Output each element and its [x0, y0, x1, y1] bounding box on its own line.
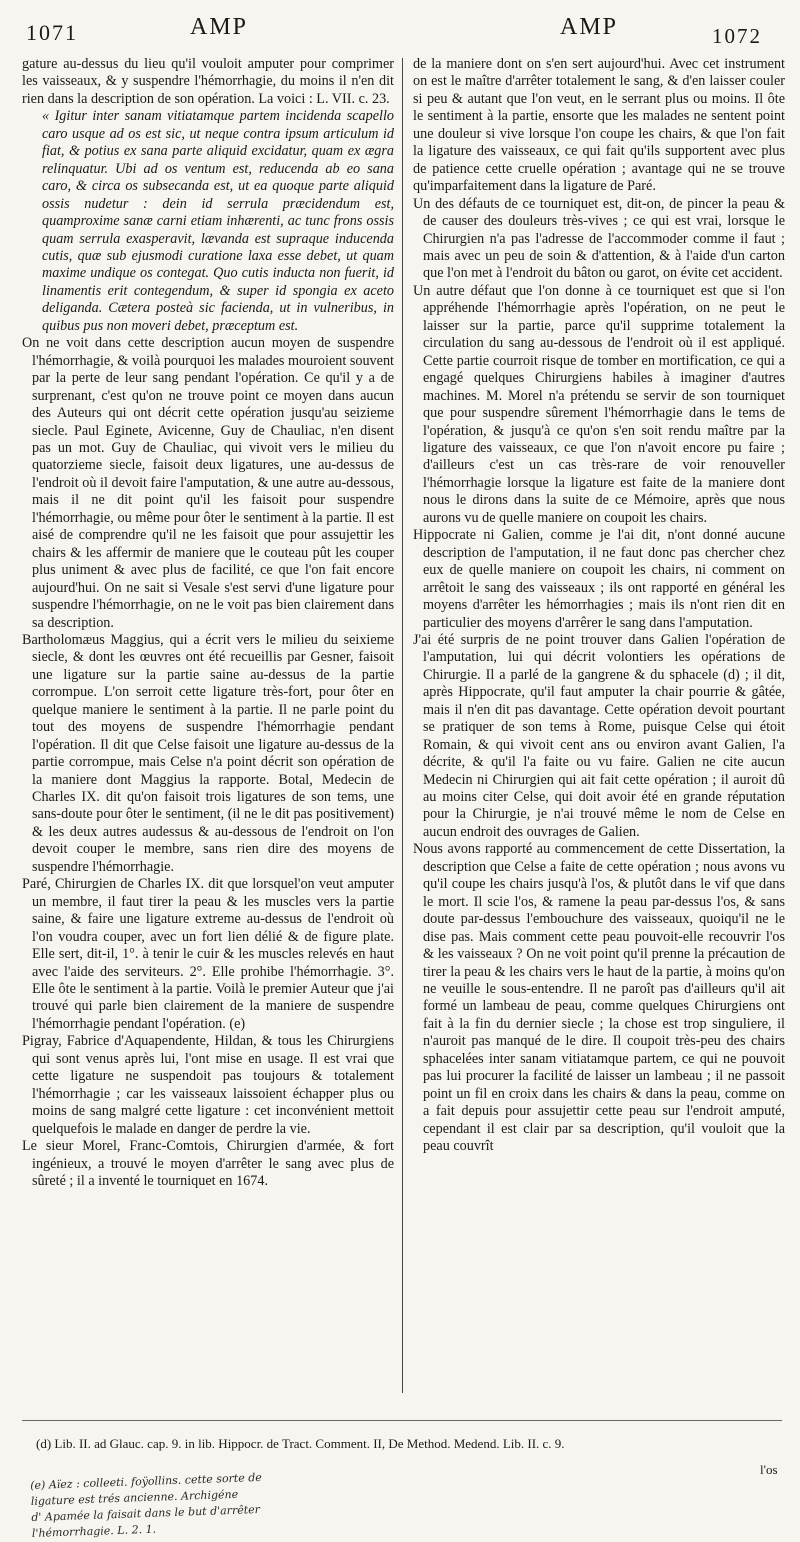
latin-quotation: « Igitur inter sanam vitiatamque partem incidenda scapello caro usque ad os est sic, ut neque contra ipsum articulum id fiat, & potius ex sana parte aliquid excidatur, quam ex ægra relinquatur. Ubi ad os ventum est, reducenda ab eo sana caro, & circa os subsecanda est, ut ea quoque parte aliquid ossis nudetur : dein id serrula præcidendum est, quamproxime sanæ carni etiam inhærenti, ac tunc frons ossis quam serrula exasperavit, lævanda est supraque inducenda cutis, quæ sub ejusmodi curatione laxa esse debet, ut quam maxime undique os contegat. Quo cutis inducta non fuerit, id linamentis erit contegendum, & super id spongia ex aceto deliganda. Cætera posteà sic facienda, ut in vulneribus, in quibus pus non moveri debet, præceptum est. [42, 108, 394, 334]
paragraph-maggius: Bartholomæus Maggius, qui a écrit vers le milieu du seixieme siecle, & dont les œuvres ont été recueillis par Gesner, faisoit une ligature sur la partie saine au-dessus de la partie corrompue. L'on serroit cette ligature très-fort, pour ôter en quelque maniere le sentiment à la partie. Il ne parle point du tout des moyens de suspendre l'hémorrhagie pendant l'opération. Il dit que Celse faisoit une ligature au-dessus de la partie corrompue, mais Celse n'a point décrit son opération de la maniere dont Maggius la rapporte. Botal, Medecin de Charles IX. dit qu'on faisoit trois ligatures de son tems, une sans-doute pour ôter le sentiment, (il ne le dit pas positivement) & les deux autres audessus & au-dessous de l'endroit on l'on devoit couper le membre, sans rien dire des moyens de suspendre l'hémorrhagie. [22, 631, 394, 875]
paragraph-no-means: On ne voit dans cette description aucun moyen de suspendre l'hémorrhagie, & voilà pourquoi les malades mouroient souvent par la perte de leur sang pendant l'opération. Ce qu'il y a de surprenant, c'est qu'on ne trouve point ce moyen dans aucun des Auteurs qui ont décrit cette opération jusqu'au seizieme siecle. Paul Eginete, Avicenne, Guy de Chauliac, n'en disent pas un mot. Guy de Chauliac, qui vivoit vers le milieu du quatorzieme siecle, faisoit deux ligatures, une au-dessus de l'endroit où il devoit faire l'amputation, & une autre au-dessous, mais il ne dit point qu'il les faisoit pour suspendre l'hémorrhagie, ou même pour ôter le sentiment à la partie. Il est aisé de comprendre qu'il ne les faisoit que pour assujettir les chairs & les affermir de maniere que le couteau pût les couper plus uniment & avec plus de facilité, ce que l'on fait encore aujourd'hui. On ne sait si Vesale s'est servi d'une ligature pour suspendre l'hémorrhagie, on ne le voit pas bien clairement dans sa description. [22, 335, 394, 631]
footnote-d: (d) Lib. II. ad Glauc. cap. 9. in lib. Hippocr. de Tract. Comment. II, De Method. Medend. Lib. II. c. 9. [36, 1436, 565, 1451]
paragraph-galien: J'ai été surpris de ne point trouver dans Galien l'opération de l'amputation, lui qui décrit volontiers les opérations de Chirurgie. Il a parlé de la gangrene & du sphacele (d) ; il dit, après Hippocrate, qu'il faut amputer la chair pourrie & gâtée, mais il n'en dit pas davantage. Cette opération devoit pourtant se pratiquer de son tems à Rome, puisque Celse qui étoit Romain, & qui vivoit cent ans ou environ avant Galien, l'a décrite, & qu'il l'a faite ou vu faire. Galien ne cite aucun Medecin ni Chirurgien qui ait fait cette opération ; il auroit dû au moins citer Celse, qui doit avoir été en grande réputation pour la Chirurgie, je n'ai trouvé même le nom de Celse en aucun endroit des ouvrages de Galien. [413, 631, 785, 840]
left-page-number: 1071 [26, 20, 78, 45]
paragraph-defaut-one: Un des défauts de ce tourniquet est, dit-on, de pincer la peau & de causer des douleurs très-vives ; ce qui est vrai, lorsque le Chirurgien n'a pas l'adresse de l'accommoder comme il faut ; mais avec un peu de soin & d'attention, & à l'aide d'un carton que l'on met à l'endroit du bâton ou garot, on évite cet accident. [413, 195, 785, 282]
column-divider [402, 58, 403, 1393]
right-page-number: 1072 [712, 24, 762, 48]
paragraph-celse-intro: gature au-dessus du lieu qu'il vouloit amputer pour comprimer les vaisseaux, & y suspendre l'hémorrhagie, du moins il n'en dit rien dans la description de son opération. La voici : L. VII. c. 23. [22, 56, 394, 107]
right-column [413, 56, 785, 1396]
left-running-head: AMP [190, 14, 249, 40]
left-column [22, 56, 394, 1396]
handwritten-annotation [30, 1460, 552, 1542]
handwritten-line: l'hémorrhagie. L. 2. 1. [31, 1522, 157, 1540]
paragraph-pare: Paré, Chirurgien de Charles IX. dit que lorsquel'on veut amputer un membre, il faut tirer la peau & les muscles vers la partie saine, & faire une ligature extreme au-dessus de l'endroit où l'on voudra couper, avec un fort lien délié & de figure plate. Elle sert, dit-il, 1°. à tenir le cuir & les muscles relevés en haut avec l'aide des serviteurs. 2°. Elle prohibe l'hémorrhagie. 3°. Elle ôte le sentiment à la partie. Voilà le premier Auteur que j'ai trouvé qui parle bien clairement de la maniere de suspendre l'hémorrhagie pendant l'opération. (e) [22, 876, 394, 1032]
paragraph-morel: Le sieur Morel, Franc-Comtois, Chirurgien d'armée, & fort ingénieux, a trouvé le moyen d'arrêter le sang avec plus de sûreté ; il a inventé le tourniquet en 1674. [22, 1138, 394, 1189]
paragraph-hippocrate: Hippocrate ni Galien, comme je l'ai dit, n'ont donné aucune description de l'amputation, il ne faut donc pas chercher chez eux de quelle maniere on coupoit les chairs, ni comment on arrêtoit le sang des vaisseaux ; ils ont rapporté en général les moyens d'arrêter les hémorrhagies ; mais ils n'ont rien dit en particulier des moyens d'arrêrer le sang dans l'amputation. [413, 527, 785, 631]
handwritten-line: (e) Aïez : colleeti. foÿollins. cette sorte de [30, 1470, 263, 1492]
handwritten-line: ligature est trés ancienne. Archigéne [30, 1487, 239, 1508]
catchword: l'os [760, 1462, 778, 1477]
paragraph-pigray: Pigray, Fabrice d'Aquapendente, Hildan, & tous les Chirurgiens qui sont venus après lui, l'ont mise en usage. Il est vrai que cette ligature ne suspendoit pas toujours & totalement l'hémorrhagie ; car les vaisseaux laissoient échapper plus ou moins de sang malgré cette ligature : cet inconvénient mettoit quelquefois le malade en danger de perdre la vie. [22, 1033, 394, 1137]
handwritten-line: d' Apamée la faisait dans le but d'arrêter [31, 1502, 261, 1524]
paragraph-tourniquet: de la maniere dont on s'en sert aujourd'hui. Avec cet instrument on est le maître d'arrêter totalement le sang, & d'en laisser couler si peu & autant que l'on veut, en le serrant plus ou moins. Il ôte le sentiment à la partie, ensorte que les malades ne sentent point une douleur si vive lorsque l'on coupe les chairs, & que l'on fait la ligature des vaisseaux, ce qui fait qu'ils supportent avec plus de patience cette cruelle opération ; avantage qui ne se trouve qu'imparfaitement dans la ligature de Paré. [413, 56, 785, 195]
paragraph-dissertation: Nous avons rapporté au commencement de cette Dissertation, la description que Celse a faite de cette opération ; nous avons vu qu'il coupe les chairs jusqu'à l'os, & plutôt dans le vif que dans le mort. Il scie l'os, & ramene la peau par-dessus l'os, & sans doute par-dessus l'embouchure des vaisseaux, quoiqu'il ne le dise pas. Mais comment cette peau pouvoit-elle recouvrir l'os & les vaisseaux ? On ne voit point qu'il prenne la précaution de tirer la peau & les chairs vers le haut de la partie, à moins qu'on ne veuille le sous-entendre. Il ne paroît pas d'ailleurs qu'il ait formé un lambeau de peau, comme quelques Chirurgiens ont fait à la fin du dernier siecle ; la chose est trop singuliere, il n'auroit pas manqué de le dire. Il coupoit très-peu des chairs sphacelées inter sanam vitiatamque partem, ce qui ne pouvoit pas lui procurer la facilité de laisser un lambeau ; il ne passoit point un fil en croix dans les chairs & dans la peau, comme on a fait depuis pour assujettir cette peau sur l'endroit amputé, cependant il est clair par sa description, qu'il vouloit que la peau couvrît [413, 841, 785, 1155]
paragraph-defaut-two: Un autre défaut que l'on donne à ce tourniquet est que si l'on appréhende l'hémorrhagie après l'opération, on ne peut le laisser sur la partie, parce qu'il supprime totalement la circulation du sang au-dessous de l'endroit où il est appliqué. Cette partie courroit risque de tomber en mortification, ce qui a engagé quelques Chirurgiens habiles à imaginer d'autres machines. M. Morel n'a prétendu se servir de son tourniquet que pour suspendre sûrement l'hémorrhagie dans le tems de l'opération, & jusqu'à ce qu'on s'en soit rendu maître par la ligature des vaisseaux, ce que l'on n'avoit encore pu faire ; d'ailleurs c'est un cas très-rare de voir renouveller l'hémorrhagie lorsque la ligature est faite de la maniere dont nous le dirons dans la suite de ce Mémoire, après que nous aurons vu de quelle maniere on coupoit les chairs. [413, 282, 785, 526]
right-running-head: AMP [560, 14, 619, 40]
footnote-rule [22, 1420, 782, 1421]
running-header [0, 14, 800, 54]
